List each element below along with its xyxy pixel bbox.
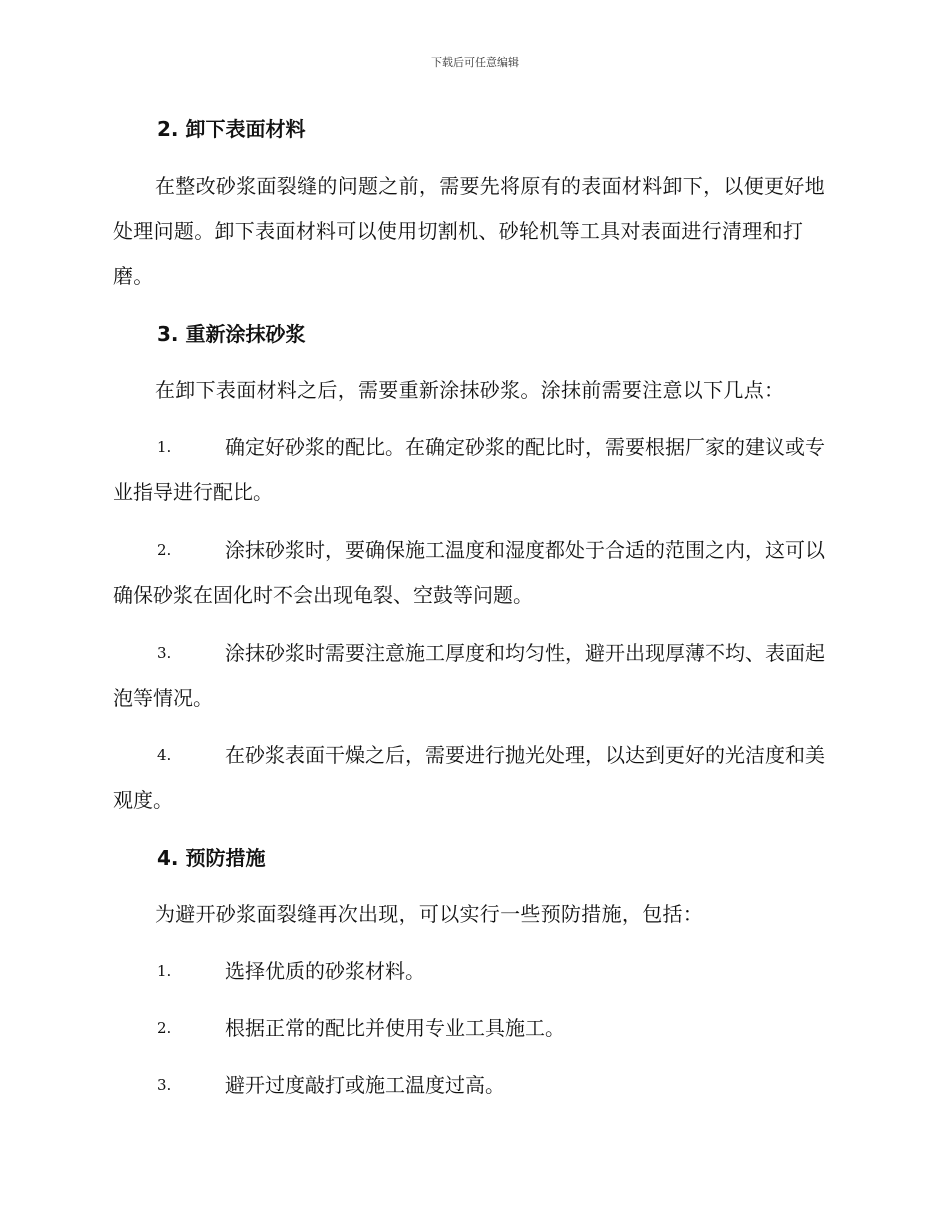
- list-item: [113, 949, 839, 994]
- list-item-number: 3.: [157, 644, 172, 662]
- section-heading: 2. 卸下表面材料: [157, 117, 306, 141]
- list-item: [113, 1063, 839, 1108]
- list-item-text: 根据正常的配比并使用专业工具施工。: [225, 1016, 565, 1040]
- list-item-text: 在砂浆表面干燥之后，需要进行抛光处理，以达到更好的光洁度和美观度。: [113, 743, 825, 812]
- list-item-number: 1.: [157, 962, 172, 980]
- section-paragraph: 在整改砂浆面裂缝的问题之前，需要先将原有的表面材料卸下，以便更好地处理问题。卸下表面材料可以使用切割机、砂轮机等工具对表面进行清理和打磨。: [113, 174, 825, 288]
- list-item-text: 确定好砂浆的配比。在确定砂浆的配比时，需要根据厂家的建议或专业指导进行配比。: [113, 435, 825, 504]
- section-heading: 4. 预防措施: [157, 846, 266, 870]
- list-item-text: 涂抹砂浆时需要注意施工厚度和均匀性，避开出现厚薄不均、表面起泡等情况。: [113, 641, 825, 710]
- section-paragraph: 在卸下表面材料之后，需要重新涂抹砂浆。涂抹前需要注意以下几点：: [155, 378, 785, 402]
- section-heading: 3. 重新涂抹砂浆: [157, 322, 306, 346]
- list-item: [113, 528, 839, 618]
- list-item-text: 避开过度敲打或施工温度过高。: [225, 1073, 505, 1097]
- list-item-text: 涂抹砂浆时，要确保施工温度和湿度都处于合适的范围之内，这可以确保砂浆在固化时不会出现龟裂、空鼓等问题。: [113, 538, 825, 607]
- list-item-number: 2.: [157, 541, 172, 559]
- list-item-number: 3.: [157, 1076, 172, 1094]
- list-item: [113, 631, 839, 721]
- section-paragraph: 为避开砂浆面裂缝再次出现，可以实行一些预防措施，包括：: [155, 902, 704, 926]
- list-item-number: 2.: [157, 1019, 172, 1037]
- list-item-text: 选择优质的砂浆材料。: [225, 959, 425, 983]
- page-header: 下载后可任意编辑: [431, 56, 519, 69]
- list-item: [113, 733, 839, 823]
- list-item-number: 4.: [157, 746, 172, 764]
- list-item: [113, 425, 839, 515]
- list-item-number: 1.: [157, 438, 172, 456]
- list-item: [113, 1006, 839, 1051]
